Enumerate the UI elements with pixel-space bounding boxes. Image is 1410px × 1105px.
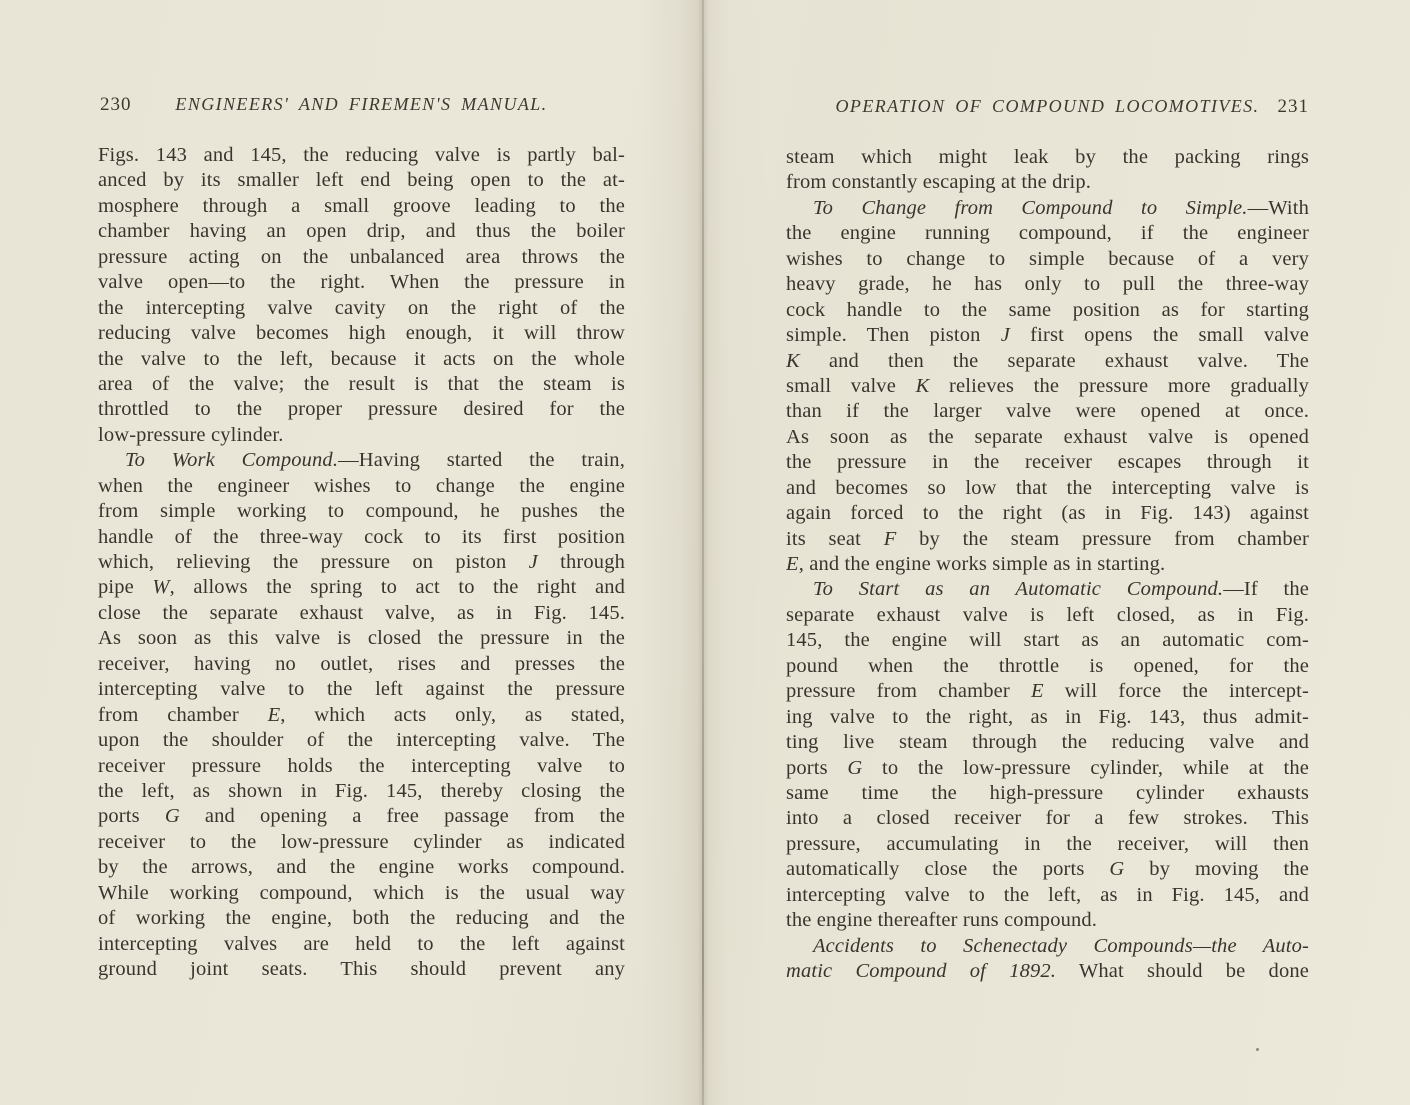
- text-line: [98, 219, 625, 244]
- text-segment: , allows the spring to act to the right and: [169, 576, 625, 599]
- text-segment: pound when the throttle is opened, for the: [786, 654, 1309, 677]
- text-line: [98, 830, 625, 855]
- text-line: [786, 247, 1309, 272]
- text-segment: receiver to the low-pressure cylinder as indicated: [98, 830, 625, 853]
- text-line: [98, 525, 625, 550]
- text-segment: As soon as the separate exhaust valve is opened: [786, 425, 1309, 448]
- text-line: [786, 806, 1309, 831]
- text-segment: As soon as this valve is closed the pressure in the: [98, 627, 625, 650]
- text-line: [98, 906, 625, 931]
- text-line: [786, 170, 1309, 195]
- running-header: OPERATION OF COMPOUND LOCOMOTIVES.: [835, 96, 1260, 116]
- text-segment: receiver pressure holds the intercepting valve to: [98, 754, 625, 777]
- text-line: [786, 883, 1309, 908]
- text-line: [98, 448, 625, 473]
- text-segment: the valve to the left, because it acts on the whole: [98, 347, 625, 370]
- text-segment: To Work Compound.: [125, 449, 339, 472]
- text-line: [98, 728, 625, 753]
- text-segment: chamber having an open drip, and thus the boiler: [98, 220, 625, 243]
- text-line: [98, 703, 625, 728]
- text-segment: and opening a free passage from the: [179, 805, 625, 828]
- text-line: [786, 730, 1309, 755]
- text-segment: and then the separate exhaust valve. The: [799, 349, 1309, 372]
- text-line: [98, 499, 625, 524]
- text-line: [786, 527, 1309, 552]
- text-segment: ports: [98, 805, 165, 828]
- text-line: [786, 272, 1309, 297]
- text-line: [98, 168, 625, 193]
- page-body: [786, 145, 1309, 984]
- text-segment: —If the: [1223, 578, 1309, 601]
- text-line: [98, 626, 625, 651]
- text-segment: E: [1030, 680, 1044, 703]
- right-page: [786, 94, 1309, 984]
- text-segment: 145, the engine will start as an automatic com-: [786, 629, 1309, 652]
- text-segment: W: [152, 576, 170, 599]
- text-segment: mosphere through a small groove leading to the: [98, 194, 625, 217]
- text-segment: anced by its smaller left end being open to the at-: [98, 169, 625, 192]
- text-line: [98, 957, 625, 982]
- text-line: [786, 323, 1309, 348]
- text-line: [786, 349, 1309, 374]
- text-line: [786, 425, 1309, 450]
- text-segment: pressure, accumulating in the receiver, will then: [786, 832, 1309, 855]
- text-segment: steam which might leak by the packing rings: [786, 146, 1309, 168]
- text-line: [786, 934, 1309, 959]
- text-segment: when the engineer wishes to change the engine: [98, 474, 625, 497]
- text-segment: F: [883, 527, 897, 550]
- page-body: [98, 143, 625, 982]
- text-line: [786, 298, 1309, 323]
- text-segment: into a closed receiver for a few strokes. This: [786, 807, 1309, 830]
- text-segment: the engine running compound, if the engineer: [786, 222, 1309, 245]
- text-line: [786, 679, 1309, 704]
- text-segment: ground joint seats. This should prevent any: [98, 958, 625, 980]
- text-segment: To Change from Compound to Simple.: [813, 196, 1248, 219]
- text-line: [786, 374, 1309, 399]
- text-line: [98, 372, 625, 397]
- text-segment: its seat: [786, 527, 884, 550]
- text-segment: G: [164, 805, 180, 828]
- text-segment: the intercepting valve cavity on the right of the: [98, 296, 625, 319]
- text-segment: first opens the small valve: [1009, 324, 1309, 347]
- text-line: [98, 652, 625, 677]
- text-line: [786, 196, 1309, 221]
- text-segment: To Start as an Automatic Compound.: [813, 578, 1224, 601]
- text-segment: same time the high-pressure cylinder exhausts: [786, 781, 1309, 804]
- text-line: [98, 881, 625, 906]
- text-segment: G: [847, 756, 863, 779]
- text-line: [786, 552, 1309, 577]
- text-segment: receiver, having no outlet, rises and presses the: [98, 652, 625, 675]
- text-line: [98, 855, 625, 880]
- gutter-shadow: [640, 0, 770, 1105]
- right-page-header: [786, 94, 1309, 121]
- text-line: [786, 450, 1309, 475]
- text-segment: small valve: [786, 374, 916, 397]
- text-line: [786, 603, 1309, 628]
- text-segment: will force the intercept-: [1043, 680, 1309, 703]
- running-header: ENGINEERS' AND FIREMEN'S MANUAL.: [175, 94, 548, 114]
- text-line: [98, 550, 625, 575]
- text-line: [786, 145, 1309, 170]
- text-segment: reducing valve becomes high enough, it will throw: [98, 322, 625, 345]
- left-page: [98, 92, 625, 982]
- text-segment: J: [1000, 324, 1010, 347]
- text-segment: G: [1109, 858, 1125, 881]
- text-line: [98, 143, 625, 168]
- text-segment: the left, as shown in Fig. 145, thereby closing the: [98, 779, 625, 802]
- text-line: [786, 221, 1309, 246]
- text-line: [98, 321, 625, 346]
- text-segment: than if the larger valve were opened at once.: [786, 400, 1309, 423]
- text-segment: J: [528, 551, 538, 573]
- text-segment: pressure from chamber: [786, 680, 1031, 703]
- text-segment: simple. Then piston: [786, 324, 1001, 347]
- text-segment: While working compound, which is the usual way: [98, 881, 625, 904]
- text-segment: Figs. 143 and 145, the reducing valve is partly bal-: [98, 144, 625, 166]
- text-line: [98, 754, 625, 779]
- text-line: [98, 270, 625, 295]
- text-segment: and becomes so low that the intercepting valve is: [786, 476, 1309, 499]
- text-segment: of working the engine, both the reducing and the: [98, 907, 625, 930]
- text-line: [98, 296, 625, 321]
- text-segment: the pressure in the receiver escapes through it: [786, 451, 1309, 474]
- text-segment: handle of the three-way cock to its first position: [98, 525, 625, 548]
- text-segment: What should be done: [1056, 960, 1309, 982]
- left-page-header: [98, 92, 625, 119]
- text-segment: E: [267, 703, 281, 726]
- text-segment: to the low-pressure cylinder, while at the: [862, 756, 1309, 779]
- text-line: [786, 577, 1309, 602]
- text-segment: from constantly escaping at the drip.: [786, 171, 1091, 194]
- text-line: [786, 628, 1309, 653]
- text-segment: K: [786, 349, 800, 372]
- text-segment: pressure acting on the unbalanced area throws the: [98, 245, 625, 268]
- text-segment: intercepting valve to the left, as in Fig. 145, and: [786, 883, 1309, 906]
- text-segment: intercepting valves are held to the left against: [98, 932, 625, 955]
- text-line: [98, 423, 625, 448]
- text-segment: area of the valve; the result is that the steam is: [98, 372, 625, 395]
- text-line: [98, 245, 625, 270]
- page-number: 230: [100, 94, 132, 115]
- text-segment: wishes to change to simple because of a very: [786, 247, 1309, 270]
- text-segment: heavy grade, he has only to pull the three-way: [786, 273, 1309, 296]
- text-line: [786, 476, 1309, 501]
- text-segment: , which acts only, as stated,: [280, 703, 625, 726]
- text-segment: —Having started the train,: [338, 449, 625, 472]
- text-line: [786, 832, 1309, 857]
- text-line: [786, 399, 1309, 424]
- text-line: [786, 705, 1309, 730]
- text-segment: K: [915, 374, 930, 397]
- text-line: [98, 932, 625, 957]
- text-segment: valve open—to the right. When the pressure in: [98, 271, 625, 294]
- text-segment: by the arrows, and the engine works compound.: [98, 856, 625, 879]
- text-line: [98, 779, 625, 804]
- text-line: [98, 575, 625, 600]
- text-segment: pipe: [98, 576, 153, 599]
- text-segment: ting live steam through the reducing valve and: [786, 731, 1309, 754]
- text-segment: low-pressure cylinder.: [98, 423, 284, 446]
- text-segment: which, relieving the pressure on piston: [98, 551, 529, 573]
- text-segment: again forced to the right (as in Fig. 143) against: [786, 502, 1309, 525]
- text-segment: —With: [1247, 196, 1309, 219]
- paper-speck: [1256, 1048, 1259, 1051]
- text-line: [786, 654, 1309, 679]
- text-segment: intercepting valve to the left against the pressure: [98, 678, 625, 701]
- text-line: [98, 397, 625, 422]
- text-segment: by moving the: [1124, 858, 1309, 881]
- text-segment: ing valve to the right, as in Fig. 143, thus admit-: [786, 705, 1309, 728]
- text-line: [786, 756, 1309, 781]
- page-number: 231: [1277, 96, 1309, 117]
- text-line: [786, 908, 1309, 933]
- text-segment: upon the shoulder of the intercepting valve. The: [98, 729, 625, 752]
- text-segment: the engine thereafter runs compound.: [786, 909, 1098, 932]
- text-line: [98, 194, 625, 219]
- text-line: [98, 474, 625, 499]
- text-segment: ports: [786, 756, 848, 779]
- gutter-crease: [702, 0, 704, 1105]
- text-segment: cock handle to the same position as for starting: [786, 298, 1309, 321]
- text-segment: by the steam pressure from chamber: [896, 527, 1309, 550]
- text-line: [786, 857, 1309, 882]
- text-line: [98, 677, 625, 702]
- text-line: [786, 501, 1309, 526]
- text-segment: E: [786, 553, 799, 575]
- text-segment: Accidents to Schenectady Compounds—the Auto-: [813, 934, 1309, 957]
- text-segment: , and the engine works simple as in starting.: [798, 553, 1166, 575]
- text-segment: separate exhaust valve is left closed, as in Fig.: [786, 603, 1309, 626]
- text-segment: close the separate exhaust valve, as in Fig. 145.: [98, 601, 625, 624]
- text-segment: automatically close the ports: [786, 858, 1110, 881]
- text-line: [98, 601, 625, 626]
- text-segment: from simple working to compound, he pushes the: [98, 500, 625, 523]
- text-segment: matic Compound of 1892.: [786, 960, 1057, 982]
- text-line: [98, 804, 625, 829]
- text-line: [786, 959, 1309, 984]
- text-segment: relieves the pressure more gradually: [929, 374, 1309, 397]
- text-segment: from chamber: [98, 703, 268, 726]
- text-segment: throttled to the proper pressure desired for the: [98, 398, 625, 421]
- text-line: [786, 781, 1309, 806]
- text-line: [98, 347, 625, 372]
- text-segment: through: [537, 551, 625, 573]
